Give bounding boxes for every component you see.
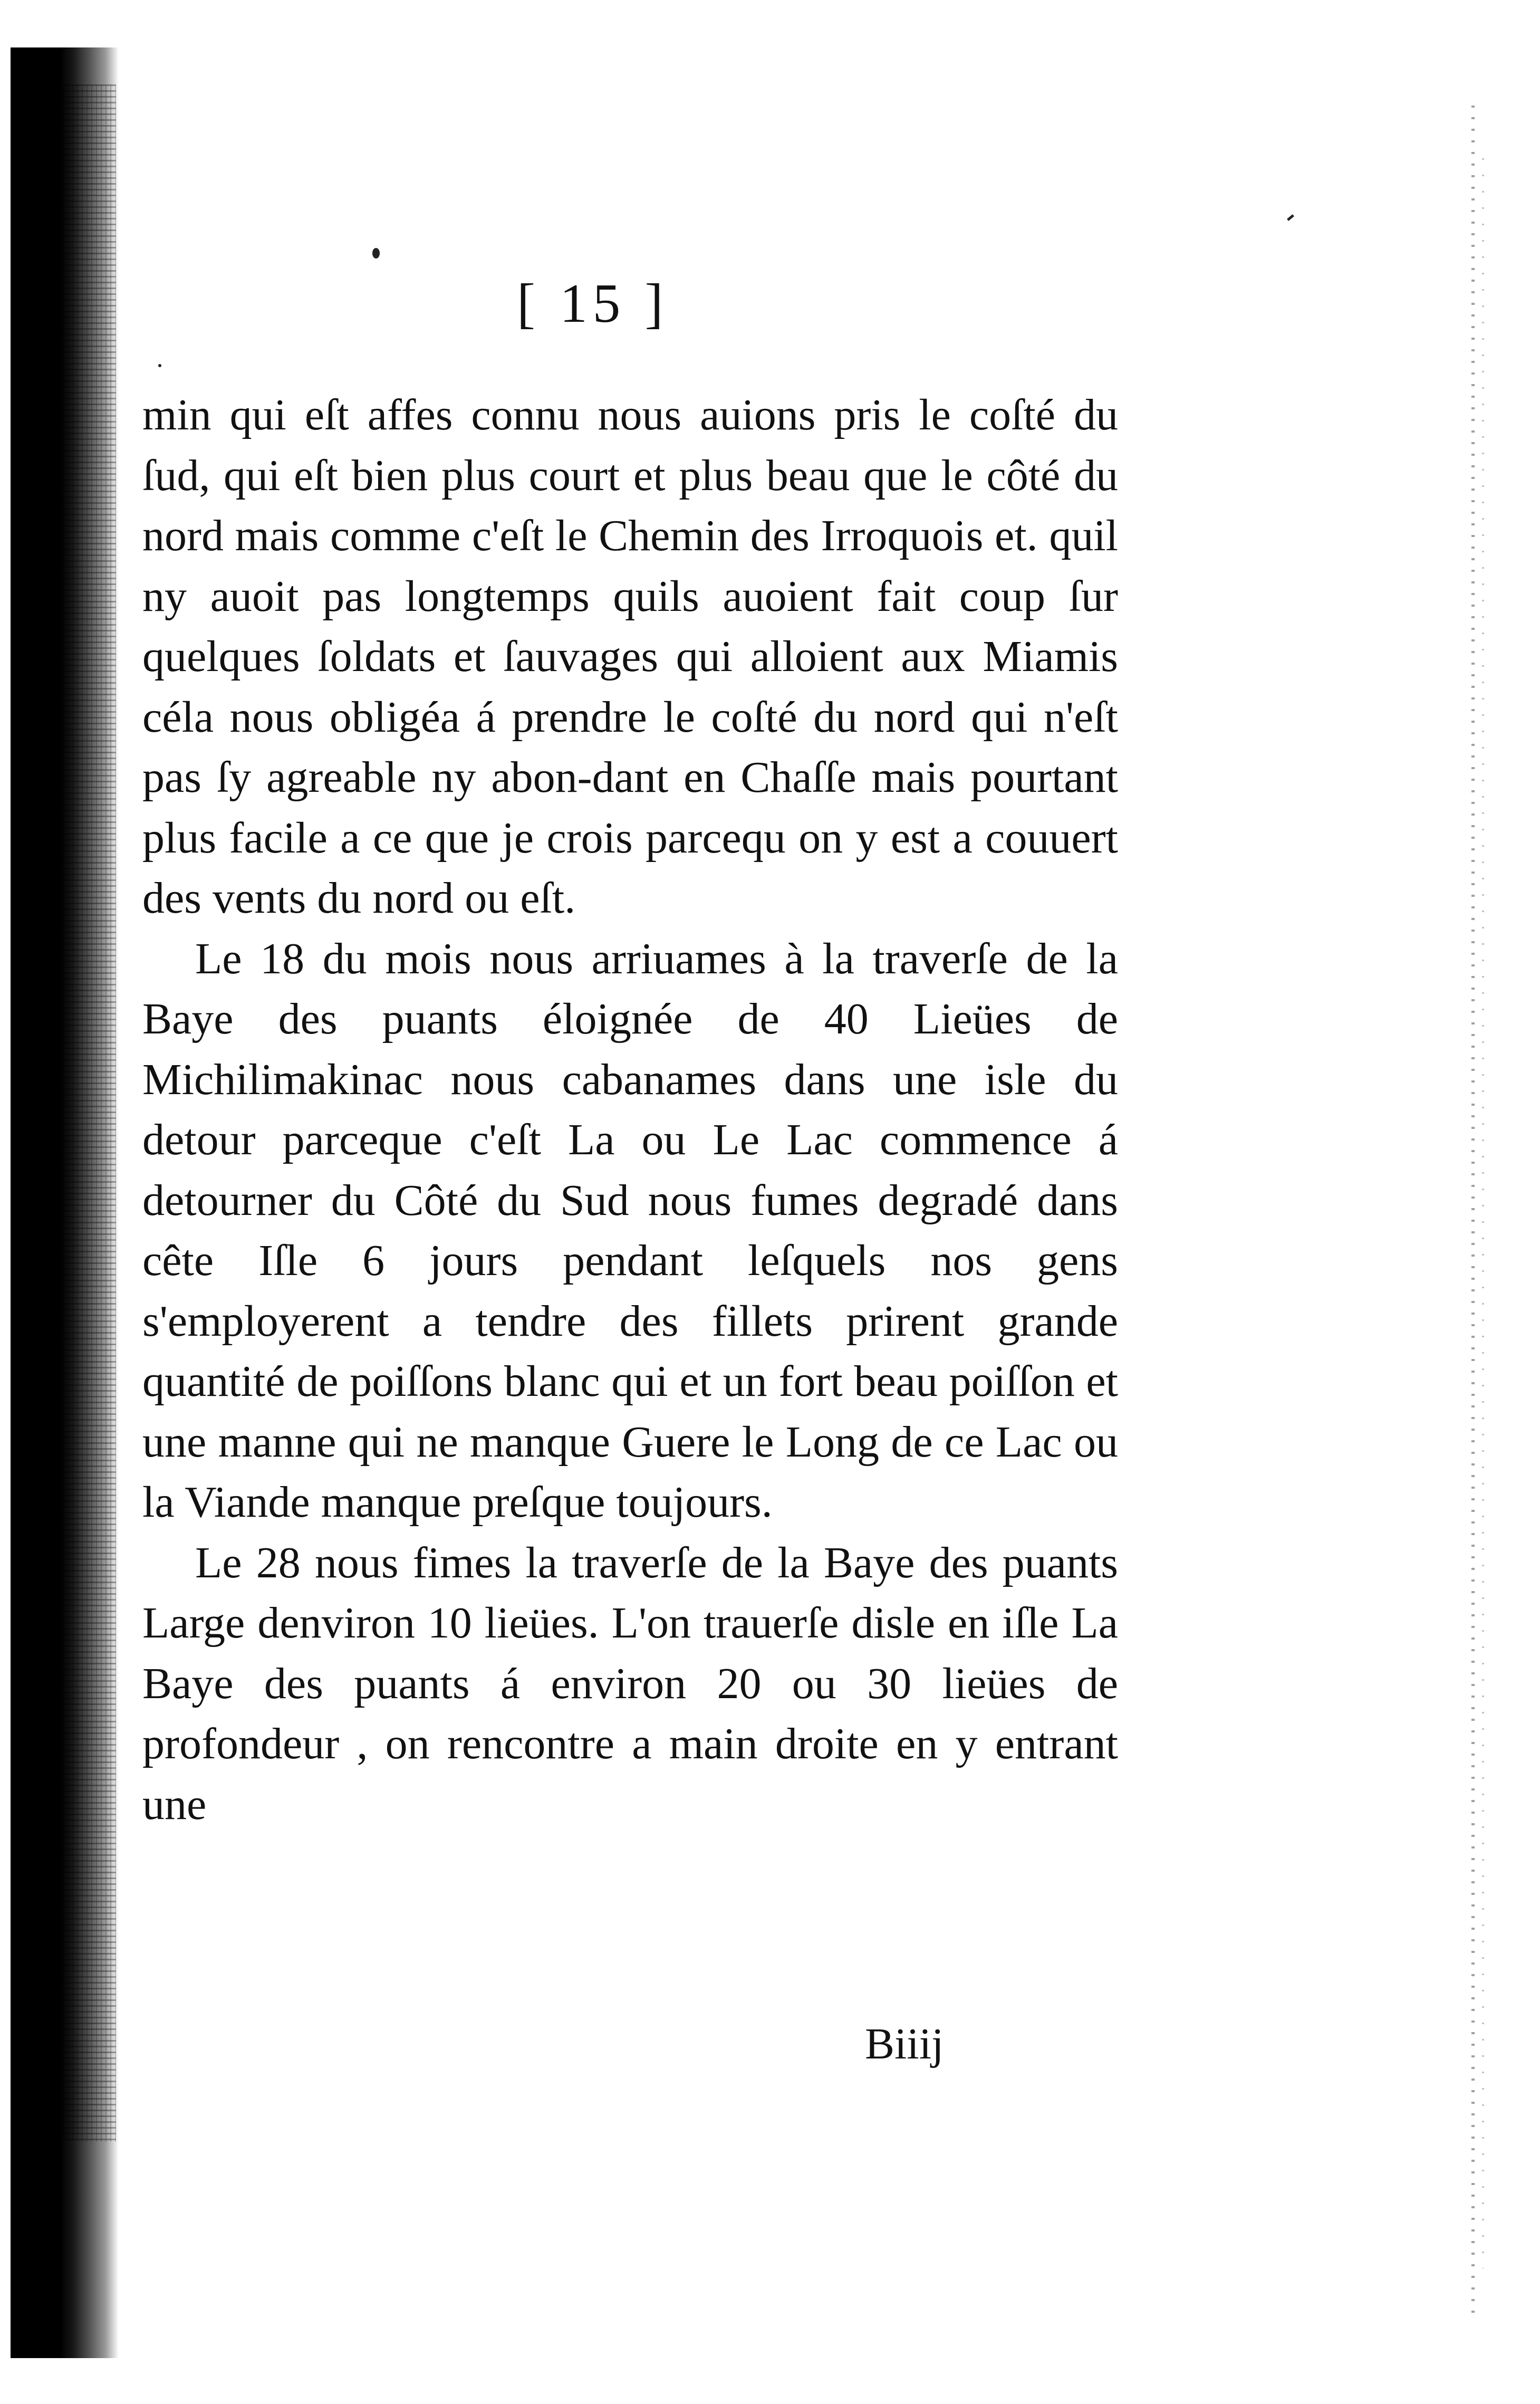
body-text [142,385,1118,1835]
ink-speck [1287,214,1294,221]
paragraph-3: Le 28 nous fimes la traverſe de la Baye des puants Large denviron 10 lieües. L'on trauerſe disle en iſle La Baye des puants á environ 20 ou 30 lieües de profondeur , on rencontre a main droite en y entrant une [142,1538,1118,1829]
paragraph-1: min qui eſt affes connu nous auions pris le coſté du ſud, qui eſt bien plus court et plus beau que le côté du nord mais comme c'eſt le Chemin des Irroquois et. quil ny auoit pas longtemps quils auoient fait coup ſur quelques ſoldats et ſauvages qui alloient aux Miamis céla nous obligéa á prendre le coſté du nord qui n'eſt pas ſy agreable ny abon-dant en Chaſſe mais pourtant plus facile a ce que je crois parcequ on y est a couuert des vents du nord ou eſt. [142,390,1118,923]
signature-mark: Biiij [865,2019,944,2068]
binding-speckle [58,84,116,2142]
paragraph-2: Le 18 du mois nous arriuames à la traverſe de la Baye des puants éloignée de 40 Lieües de Michilimakinac nous cabanames dans une isle du detour parceque c'eſt La ou Le Lac commence á detourner du Côté du Sud nous fumes degradé dans cête Iſle 6 jours pendant leſquels nos gens s'employerent a tendre des fillets prirent grande quantité de poiſſons blanc qui et un fort beau poiſſon et une manne qui ne manque Guere le Long de ce Lac ou la Viande manque preſque toujours. [142,934,1118,1527]
ink-speck [158,364,161,367]
page-number: [ 15 ] [517,272,669,334]
right-page-edge [1471,106,1475,2321]
right-page-edge-faint [1482,158,1484,2268]
ink-speck [372,248,380,258]
